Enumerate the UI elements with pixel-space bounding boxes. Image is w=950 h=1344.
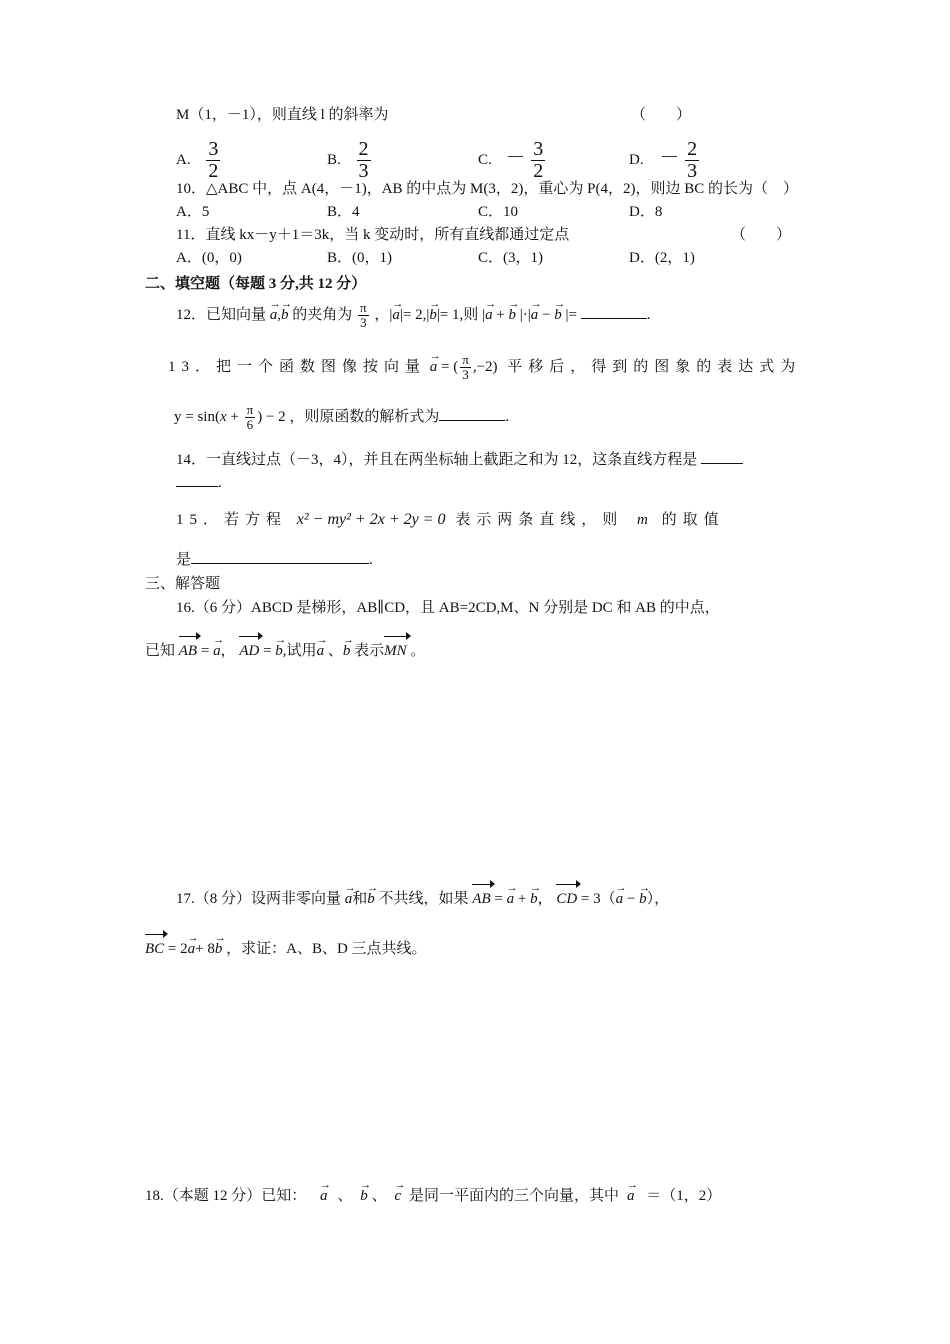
vector-b: → b bbox=[215, 936, 223, 962]
vector-CD: CD bbox=[556, 886, 577, 912]
q15-line2: 是 . bbox=[176, 548, 373, 569]
vector-b: → b bbox=[275, 638, 283, 664]
vector-BC: BC bbox=[145, 936, 164, 962]
vector-a: → a bbox=[320, 1183, 328, 1209]
q11-option-b[interactable]: B．(0，1) bbox=[327, 250, 392, 266]
q9-option-c-fraction: $\frac{3}{2}$ bbox=[533, 138, 544, 182]
q13-shift-fraction: $\frac{\pi}{3}$ bbox=[462, 352, 469, 383]
q10-option-d[interactable]: D．8 bbox=[629, 204, 663, 220]
q16-line1: 16.（6 分）ABCD 是梯形，AB∥CD，且 AB=2CD,M、N 分别是 DC 和 AB 的中点， bbox=[176, 600, 720, 616]
q13-answer-blank[interactable] bbox=[439, 406, 505, 421]
q9-option-b-fraction: $\frac{2}{3}$ bbox=[358, 138, 369, 182]
vector-a: → a bbox=[188, 936, 196, 962]
q17-line1: 17.（8 分）设两非零向量 → a和→ b 不共线，如果 AB = → a + → b， CD = 3（→ a − → b）， bbox=[176, 886, 669, 912]
q13-line2: y = sin(x + $\frac{\pi}{6}$ ) − 2 ，则原函数的解析式为 . bbox=[174, 402, 510, 433]
q10-option-c[interactable]: C．10 bbox=[478, 204, 519, 220]
q18-line1: 18.（本题 12 分）已知： → a 、 → b 、 → c 是同一平面内的三个向量，其中→ a ＝（1，2） bbox=[145, 1183, 721, 1209]
vector-AB: AB bbox=[179, 638, 197, 664]
vector-a: → a bbox=[270, 300, 278, 330]
q13-line1: 13．把一个函数图像按向量 → a = ( $\frac{\pi}{3}$ ,−2) 平移后，得到的图象的表达式为 bbox=[168, 352, 801, 382]
vector-MN: MN bbox=[384, 638, 407, 664]
q15-line1: 15．若方程 x² − my² + 2x + 2y = 0 表示两条直线，则 m 的取值 bbox=[176, 511, 725, 528]
vector-a: → a bbox=[485, 300, 493, 330]
vector-b: → b bbox=[367, 886, 375, 912]
q9-option-a-fraction: $\frac{3}{2}$ bbox=[208, 138, 219, 182]
vector-b: → b bbox=[429, 300, 437, 330]
vector-a: → a bbox=[627, 1183, 635, 1209]
q9-option-c[interactable]: C. － $\frac{3}{2}$ bbox=[478, 138, 544, 182]
q14-line2: . bbox=[176, 472, 222, 492]
vector-b: → b bbox=[554, 300, 562, 330]
vector-a: → a bbox=[213, 638, 221, 664]
vector-a: → a bbox=[317, 638, 325, 664]
q10-option-a[interactable]: A．5 bbox=[176, 204, 210, 220]
q12: 12．已知向量 → a,→ b 的夹角为 $\frac{\pi}{3}$ ，|→ a|= 2,|→ b|= 1,则 |→ a + → b |·|→ a − → b |= . bbox=[176, 300, 650, 330]
vector-b: → b bbox=[281, 300, 289, 330]
q14-answer-blank[interactable] bbox=[701, 449, 743, 464]
vector-b: → b bbox=[530, 886, 538, 912]
vector-a: → a bbox=[507, 886, 515, 912]
q12-angle-fraction: $\frac{\pi}{3}$ bbox=[360, 300, 367, 331]
q16-line2: 已知 AB = → a， AD = → b,试用→ a 、→ b 表示MN 。 bbox=[145, 638, 425, 664]
q11-option-d[interactable]: D．(2，1) bbox=[629, 250, 695, 266]
section-2-title: 二、填空题（每题 3 分,共 12 分） bbox=[145, 276, 367, 292]
q9-options bbox=[176, 125, 736, 182]
q9-option-d-fraction: $\frac{2}{3}$ bbox=[687, 138, 698, 182]
vector-b: → b bbox=[360, 1183, 368, 1209]
q9-stem: M（1，－1），则直线 l 的斜率为 bbox=[176, 107, 389, 123]
q14-answer-blank-cont[interactable] bbox=[176, 472, 218, 487]
vector-c: → c bbox=[395, 1183, 402, 1209]
q14-line1: 14．一直线过点（－3，4），并且在两坐标轴上截距之和为 12，这条直线方程是 bbox=[176, 448, 743, 469]
q9-option-a[interactable]: A. $\frac{3}{2}$ bbox=[176, 138, 219, 182]
vector-a: → a bbox=[616, 886, 624, 912]
q15-equation: x² − my² + 2x + 2y = 0 bbox=[296, 511, 446, 528]
vector-a: → a bbox=[345, 886, 353, 912]
q13-phase-fraction: $\frac{\pi}{6}$ bbox=[246, 402, 254, 433]
q10-stem: 10．△ABC 中，点 A(4，－1)，AB 的中点为 M(3，2)，重心为 P(4，2)，则边 BC 的长为（ ） bbox=[176, 181, 798, 197]
q11-stem: 11．直线 kx－y＋1＝3k，当 k 变动时，所有直线都通过定点 bbox=[176, 227, 570, 243]
q11-option-a[interactable]: A．(0，0) bbox=[176, 250, 242, 266]
q11-option-c[interactable]: C．(3，1) bbox=[478, 250, 543, 266]
vector-AB: AB bbox=[472, 886, 490, 912]
vector-a: → a bbox=[430, 352, 438, 382]
vector-b: → b bbox=[639, 886, 647, 912]
section-3-title: 三、解答题 bbox=[145, 576, 221, 592]
vector-a: → a bbox=[392, 300, 400, 330]
vector-AD: AD bbox=[239, 638, 259, 664]
q9-option-d[interactable]: D. － $\frac{2}{3}$ bbox=[629, 138, 698, 182]
q9-option-b[interactable]: B. $\frac{2}{3}$ bbox=[327, 138, 369, 182]
q9-answer-paren: （ ） bbox=[631, 107, 692, 123]
q12-answer-blank[interactable] bbox=[581, 304, 647, 319]
q17-line2: BC = 2→ a+ 8→ b ，求证：A、B、D 三点共线。 bbox=[145, 936, 427, 962]
q11-answer-paren: （ ） bbox=[731, 227, 792, 243]
vector-b: → b bbox=[343, 638, 351, 664]
q10-option-b[interactable]: B．4 bbox=[327, 204, 360, 220]
vector-b: → b bbox=[509, 300, 517, 330]
vector-a: → a bbox=[531, 300, 539, 330]
q15-answer-blank[interactable] bbox=[191, 549, 369, 564]
